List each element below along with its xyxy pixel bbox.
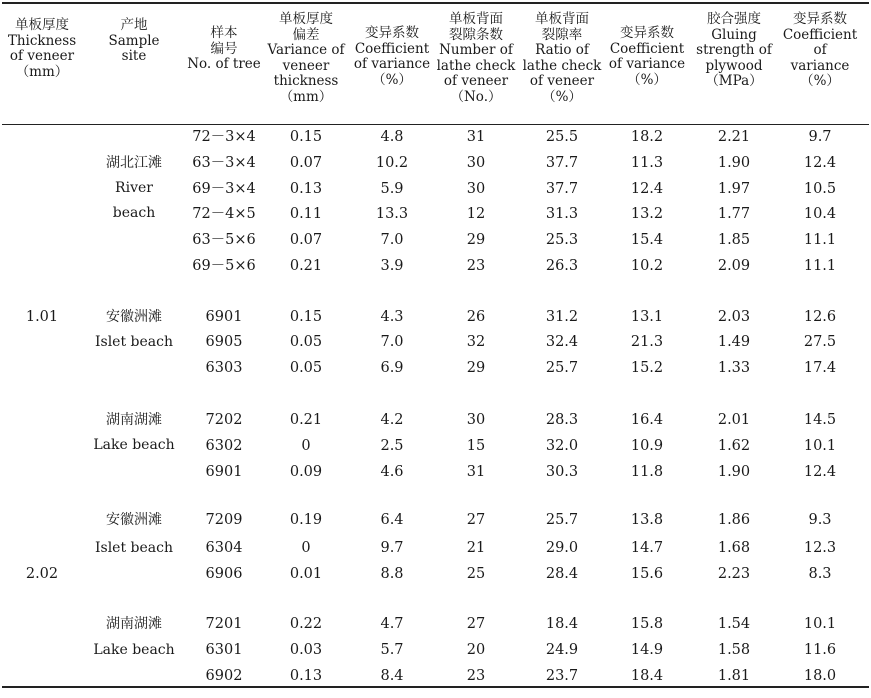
column-header-line: （No.） [450, 88, 502, 105]
table-cell: 3.9 [380, 258, 404, 274]
column-header-line: 变异系数 [620, 25, 674, 41]
table-cell: 12.6 [803, 309, 837, 325]
table-cell: 21 [466, 540, 486, 556]
table-cell: 0 [301, 540, 311, 556]
column-header-line: 单板背面 [535, 11, 589, 27]
table-cell: 0.19 [289, 512, 323, 528]
column-header-line: of veneer [443, 73, 509, 89]
table-cell: 5.7 [380, 642, 404, 658]
table-cell: 30 [466, 181, 486, 197]
table-cell: 0.11 [289, 206, 323, 222]
table-cell: 1.68 [717, 540, 751, 556]
table-cell: 1.58 [717, 642, 751, 658]
table-cell: 25 [466, 566, 486, 582]
table-cell: 13.2 [630, 206, 664, 222]
table-cell: 30 [466, 412, 486, 428]
table-cell: 4.8 [380, 129, 404, 145]
tree-number-cell: 6901 [205, 309, 243, 325]
table-cell: 1.62 [717, 438, 751, 454]
table-cell: 2.21 [717, 129, 751, 145]
column-header-line: Coefficient [354, 40, 430, 57]
table-cell: 0.21 [289, 258, 323, 274]
table-cell: 7.0 [380, 334, 404, 350]
table-cell: 11.3 [630, 155, 664, 171]
table-cell: 6.9 [380, 360, 404, 376]
table-cell: 11.8 [630, 464, 664, 480]
table-cell: 26 [466, 309, 486, 325]
column-header-line: （MPa） [705, 73, 763, 89]
table-cell: 0.07 [289, 155, 323, 171]
column-header [178, 26, 270, 73]
table-cell: 16.4 [630, 412, 664, 428]
table-cell: 1.81 [717, 668, 751, 684]
column-header-line: plywood [705, 57, 763, 74]
table-cell: 2.03 [717, 309, 751, 325]
table-cell: 37.7 [545, 181, 579, 197]
table-cell: 13.8 [630, 512, 664, 528]
table-cell: 6.4 [380, 512, 404, 528]
table-cell: 15 [466, 438, 486, 454]
table-cell: 9.3 [808, 512, 832, 528]
table-cell: 23 [466, 258, 486, 274]
table-cell: 1.33 [717, 360, 751, 376]
table-cell: 18.4 [630, 668, 664, 684]
column-header-line: 单板厚度 [15, 17, 69, 33]
column-header-line: Gluing [711, 26, 757, 43]
table-cell: 0.05 [289, 360, 323, 376]
sample-site-label: 湖南湖滩 [106, 412, 162, 428]
table-cell: 18.0 [803, 668, 837, 684]
table-cell: 31 [466, 129, 486, 145]
table-cell: 21.3 [630, 334, 664, 350]
column-header [351, 26, 433, 88]
tree-number-cell: 72－4×5 [192, 206, 256, 222]
table-cell: 32.4 [545, 334, 579, 350]
table-cell: 2.5 [380, 438, 404, 454]
table-cell: 27 [466, 512, 486, 528]
table-cell: 10.1 [803, 438, 837, 454]
top-rule [2, 2, 869, 4]
table-cell: 1.90 [717, 464, 751, 480]
tree-number-cell: 6303 [205, 360, 243, 376]
table-cell: 10.2 [630, 258, 664, 274]
table-cell: 28.3 [545, 412, 579, 428]
tree-number-cell: 6304 [205, 540, 243, 556]
column-header-line: Number of [439, 42, 513, 58]
column-header-line: lathe check [436, 57, 516, 74]
column-header-line: strength of [696, 42, 772, 58]
column-header-line: （%） [542, 88, 582, 105]
column-header-line: 产地 [120, 17, 148, 33]
column-header-line: of veneer [529, 73, 595, 89]
table-cell: 10.4 [803, 206, 837, 222]
table-cell: 7.0 [380, 232, 404, 248]
table-cell: 30.3 [545, 464, 579, 480]
column-header-line: （%） [627, 71, 667, 88]
table-cell: 10.9 [630, 438, 664, 454]
sample-site-label: Islet beach [94, 334, 174, 350]
column-header [520, 12, 604, 105]
table-cell: 15.4 [630, 232, 664, 248]
table-cell: 32.0 [545, 438, 579, 454]
table-cell: 0 [301, 438, 311, 454]
tree-number-cell: 6906 [205, 566, 243, 582]
column-header-line: Coefficient [609, 40, 685, 57]
tree-number-cell: 6901 [205, 464, 243, 480]
tree-number-cell: 63－5×6 [192, 232, 256, 248]
column-header-line: （mm） [279, 88, 333, 105]
table-cell: 12.3 [803, 540, 837, 556]
column-header-line: 变异系数 [793, 11, 847, 27]
sample-site-label: Lake beach [93, 642, 175, 658]
sample-site-label: Islet beach [94, 540, 174, 556]
tree-number-cell: 7209 [205, 512, 243, 528]
tree-number-cell: 6301 [205, 642, 243, 658]
table-cell: 28.4 [545, 566, 579, 582]
header-rule [2, 124, 869, 125]
column-header-line: 编号 [210, 40, 238, 57]
table-cell: 0.22 [289, 616, 323, 632]
table-cell: 4.2 [380, 412, 404, 428]
tree-number-cell: 63－3×4 [192, 155, 256, 171]
table-cell: 20 [466, 642, 486, 658]
column-header-line: of variance [353, 56, 431, 72]
table-cell: 1.90 [717, 155, 751, 171]
table-cell: 13.1 [630, 309, 664, 325]
table-cell: 10.2 [375, 155, 409, 171]
tree-number-cell: 7202 [205, 412, 243, 428]
tree-number-cell: 7201 [205, 616, 243, 632]
table-cell: 15.2 [630, 360, 664, 376]
table-cell: 10.5 [803, 181, 837, 197]
table-cell: 1.86 [717, 512, 751, 528]
tree-number-cell: 69－5×6 [192, 258, 256, 274]
column-header-line: Variance of [267, 42, 345, 58]
table-cell: 17.4 [803, 360, 837, 376]
table-cell: 27.5 [803, 334, 837, 350]
table-cell: 29 [466, 360, 486, 376]
column-header-line: （%） [372, 71, 412, 88]
table-cell: 30 [466, 155, 486, 171]
sample-site-label: River [115, 180, 153, 196]
column-header-line: 变异系数 [365, 25, 419, 41]
table-cell: 31.3 [545, 206, 579, 222]
table-cell: 0.15 [289, 309, 323, 325]
table-cell: 25.7 [545, 360, 579, 376]
column-header-line: 单板背面 [449, 11, 503, 27]
table-cell: 14.5 [803, 412, 837, 428]
table-cell: 0.03 [289, 642, 323, 658]
table-cell: 31 [466, 464, 486, 480]
table-cell: 4.6 [380, 464, 404, 480]
table-cell: 0.05 [289, 334, 323, 350]
column-header [435, 12, 517, 105]
column-header-line: of variance [608, 56, 686, 72]
table-cell: 13.3 [375, 206, 409, 222]
column-header [779, 12, 861, 90]
table-cell: 4.7 [380, 616, 404, 632]
table-cell: 12.4 [630, 181, 664, 197]
tree-number-cell: 69－3×4 [192, 181, 256, 197]
column-header-line: of [813, 42, 827, 58]
table-cell: 0.15 [289, 129, 323, 145]
table-cell: 18.2 [630, 129, 664, 145]
column-header-line: Ratio of [535, 42, 589, 58]
table-cell: 12 [466, 206, 486, 222]
table-cell: 25.3 [545, 232, 579, 248]
column-header-line: thickness [273, 73, 339, 89]
column-header [1, 18, 83, 80]
table-cell: 14.9 [630, 642, 664, 658]
column-header [691, 12, 777, 90]
tree-number-cell: 6905 [205, 334, 243, 350]
table-cell: 25.5 [545, 129, 579, 145]
table-cell: 8.3 [808, 566, 832, 582]
table-cell: 1.77 [717, 206, 751, 222]
table-cell: 25.7 [545, 512, 579, 528]
table-cell: 1.49 [717, 334, 751, 350]
table-cell: 11.1 [803, 258, 837, 274]
table-cell: 0.13 [289, 181, 323, 197]
sample-site-label: Lake beach [93, 437, 175, 453]
column-header-line: （%） [800, 73, 840, 89]
column-header-line: 样本 [210, 25, 238, 41]
table-cell: 0.09 [289, 464, 323, 480]
sample-site-label: 湖南湖滩 [106, 616, 162, 632]
table-cell: 29 [466, 232, 486, 248]
table-cell: 9.7 [808, 129, 832, 145]
column-header-line: 偏差 [292, 26, 320, 43]
sample-site-label: 安徽洲滩 [106, 512, 162, 528]
table-cell: 37.7 [545, 155, 579, 171]
column-header-line: Thickness [7, 32, 77, 49]
table-cell: 11.1 [803, 232, 837, 248]
column-header [264, 12, 348, 105]
table-cell: 8.8 [380, 566, 404, 582]
table-cell: 24.9 [545, 642, 579, 658]
tree-number-cell: 6302 [205, 438, 243, 454]
column-header [607, 26, 687, 88]
table-cell: 0.07 [289, 232, 323, 248]
column-header-line: of veneer [9, 48, 75, 64]
table-cell: 15.8 [630, 616, 664, 632]
thickness-label: 1.01 [25, 309, 59, 325]
table-cell: 12.4 [803, 155, 837, 171]
table-cell: 29.0 [545, 540, 579, 556]
table-cell: 23.7 [545, 668, 579, 684]
sample-site-label: 湖北江滩 [106, 155, 162, 171]
table-cell: 8.4 [380, 668, 404, 684]
table-cell: 1.97 [717, 181, 751, 197]
table-cell: 1.54 [717, 616, 751, 632]
table-cell: 18.4 [545, 616, 579, 632]
table-cell: 0.21 [289, 412, 323, 428]
table-cell: 11.6 [803, 642, 837, 658]
column-header-line: 裂隙率 [541, 26, 583, 43]
column-header-line: Coefficient [782, 26, 858, 43]
column-header-line: veneer [282, 57, 330, 74]
column-header-line: 单板厚度 [279, 11, 333, 27]
sample-site-label: 安徽洲滩 [106, 309, 162, 325]
table-cell: 0.13 [289, 668, 323, 684]
column-header-line: variance [790, 57, 850, 74]
table-cell: 0.01 [289, 566, 323, 582]
table-cell: 23 [466, 668, 486, 684]
table-cell: 27 [466, 616, 486, 632]
table-cell: 31.2 [545, 309, 579, 325]
column-header-line: Sample [108, 32, 160, 49]
table-cell: 10.1 [803, 616, 837, 632]
table-cell: 5.9 [380, 181, 404, 197]
column-header-line: site [121, 48, 147, 64]
tree-number-cell: 72－3×4 [192, 129, 256, 145]
table-cell: 1.85 [717, 232, 751, 248]
column-header [92, 18, 176, 65]
column-header-line: （mm） [15, 63, 69, 80]
table-cell: 2.01 [717, 412, 751, 428]
table-cell: 14.7 [630, 540, 664, 556]
tree-number-cell: 6902 [205, 668, 243, 684]
table-cell: 32 [466, 334, 486, 350]
bottom-rule [2, 686, 869, 688]
table-cell: 15.6 [630, 566, 664, 582]
table-cell: 4.3 [380, 309, 404, 325]
column-header-line: 胶合强度 [707, 11, 761, 27]
table-cell: 2.23 [717, 566, 751, 582]
column-header-line: No. of tree [187, 56, 261, 72]
sample-site-label: beach [112, 205, 156, 221]
table-cell: 26.3 [545, 258, 579, 274]
column-header-line: 裂隙条数 [449, 26, 503, 43]
table-cell: 2.09 [717, 258, 751, 274]
table-cell: 12.4 [803, 464, 837, 480]
column-header-line: lathe check [522, 57, 602, 74]
table-cell: 9.7 [380, 540, 404, 556]
thickness-label: 2.02 [25, 566, 59, 582]
